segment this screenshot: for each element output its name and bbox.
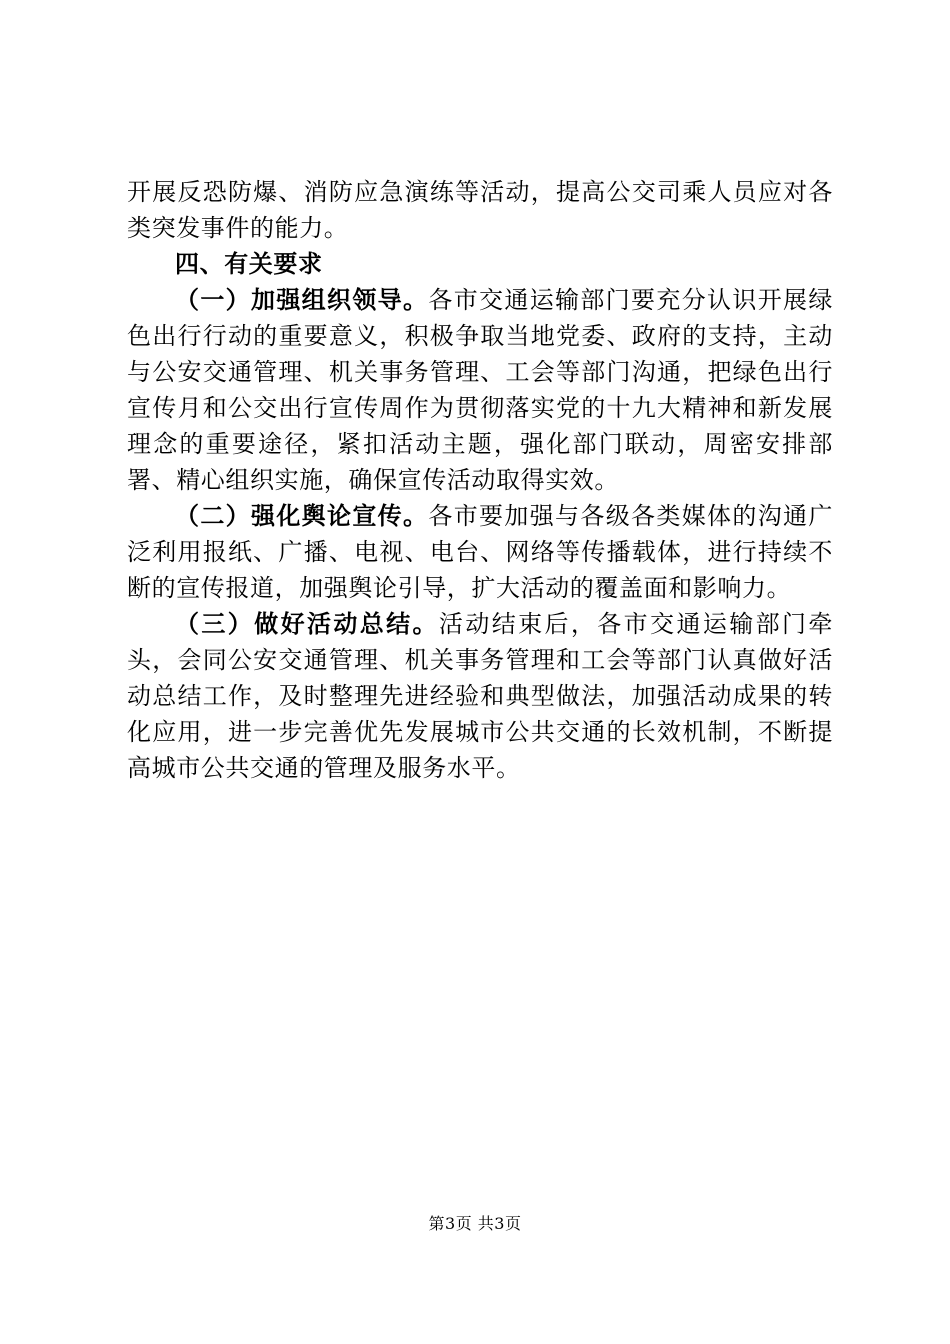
page-footer: 第3页 共3页	[428, 1214, 522, 1233]
requirement-item-2-body: 各市要加强与各级各类媒体的沟通广泛利用报纸、广播、电视、电台、网络等传播载体，进行持续不断的宣传报道，加强舆论引导，扩大活动的覆盖面和影响力。	[127, 502, 833, 602]
document-body	[127, 174, 833, 786]
requirement-item-1	[127, 282, 833, 498]
requirement-item-3-lead: （三）做好活动总结。	[175, 609, 439, 638]
requirement-item-1-lead: （一）加强组织领导。	[175, 285, 429, 314]
section-heading: 四、有关要求	[175, 249, 323, 278]
requirement-item-3	[127, 606, 833, 786]
paragraph-continuation: 开展反恐防爆、消防应急演练等活动，提高公交司乘人员应对各类突发事件的能力。	[127, 178, 833, 242]
requirement-item-1-body: 各市交通运输部门要充分认识开展绿色出行行动的重要意义，积极争取当地党委、政府的支持，主动与公安交通管理、机关事务管理、工会等部门沟通，把绿色出行宣传月和公交出行宣传周作为贯彻落实党的十九大精神和新发展理念的重要途径，紧扣活动主题，强化部门联动，周密安排部署、精心组织实施，确保宣传活动取得实效。	[127, 286, 833, 494]
requirement-item-2	[127, 498, 833, 606]
requirement-item-2-lead: （二）强化舆论宣传。	[175, 501, 429, 530]
requirement-item-3-body: 活动结束后，各市交通运输部门牵头，会同公安交通管理、机关事务管理和工会等部门认真做好活动总结工作，及时整理先进经验和典型做法，加强活动成果的转化应用，进一步完善优先发展城市公共交通的长效机制，不断提高城市公共交通的管理及服务水平。	[127, 610, 834, 782]
